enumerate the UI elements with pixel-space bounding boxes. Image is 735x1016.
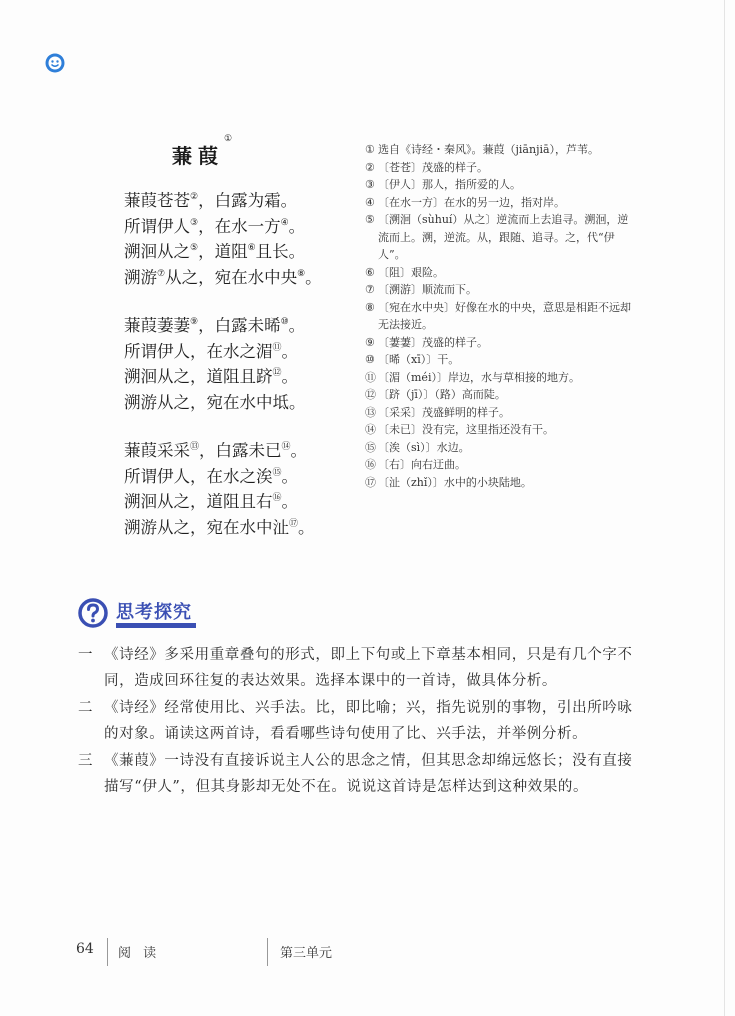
poem-line xyxy=(124,464,315,490)
footnote-text: 〔涘（sì）〕水边。 xyxy=(378,440,470,454)
footnote-text: 〔右〕向右迂曲。 xyxy=(378,458,466,471)
footnote-item xyxy=(365,299,633,334)
footnote-item xyxy=(365,456,633,474)
poem-text: 溯洄从之，道阻且跻 xyxy=(124,367,273,386)
poem-text: ，道阻 xyxy=(198,242,248,261)
poem-line xyxy=(124,339,306,365)
poem-text: 蒹葭苍苍 xyxy=(124,191,190,210)
footnote-ref: ⑪ xyxy=(272,342,282,353)
footnote-number: ⑤ xyxy=(365,213,375,226)
footnote-item xyxy=(365,421,633,439)
footnote-ref: ③ xyxy=(190,217,199,228)
footnote-item xyxy=(365,386,633,404)
poem-text: 。 xyxy=(281,367,299,386)
question-item xyxy=(78,642,638,694)
poem-text: 所谓伊人，在水之湄 xyxy=(124,341,273,361)
footnote-number: ⑨ xyxy=(365,335,375,349)
poem-text: 且长。 xyxy=(255,242,306,261)
footnote-ref: ⑧ xyxy=(297,268,306,279)
poem-line xyxy=(124,239,322,265)
footnote-number: ⑰ xyxy=(365,475,376,489)
poem-line xyxy=(124,390,306,416)
footnote-ref: ⑤ xyxy=(190,243,199,253)
footnote-item xyxy=(365,281,633,299)
footnote-ref: ⑬ xyxy=(190,442,200,452)
footnote-item xyxy=(365,159,633,177)
footnote-number: ③ xyxy=(365,178,375,191)
footnote-number: ② xyxy=(365,160,375,174)
footer-divider xyxy=(107,938,108,966)
footnote-text: 〔阻〕艰险。 xyxy=(378,265,444,279)
poem-text: 。 xyxy=(290,441,308,460)
poem-text: ，白露为霜。 xyxy=(198,191,298,210)
poem-line xyxy=(124,265,322,291)
poem-text: 。 xyxy=(298,517,315,537)
question-text: 《蒹葭》一诗没有直接诉说主人公的思念之情，但其思念却绵远悠长；没有直接描写“伊人”，但其身影却无处不在。说说这首诗是怎样达到这种效果的。 xyxy=(104,753,633,795)
footnote-text: 选自《诗经・秦风》。蒹葭（jiānjiā），芦苇。 xyxy=(378,143,600,156)
question-text: 《诗经》经常使用比、兴手法。比，即比喻；兴，指先说别的事物，引出所吟咏的对象。诵读这两首诗，看看哪些诗句使用了比、兴手法，并举例分析。 xyxy=(104,700,633,742)
footnote-text: 〔伊人〕那人，指所爱的人。 xyxy=(378,178,521,191)
question-mark-icon xyxy=(78,598,108,628)
footnote-ref: ⑮ xyxy=(272,467,282,478)
footer-divider xyxy=(267,938,268,966)
footnotes-list xyxy=(365,141,633,491)
poem-text: ，在水一方 xyxy=(198,216,281,236)
footnote-number: ⑯ xyxy=(365,458,376,471)
poem-text: 。 xyxy=(305,267,322,287)
poem-line xyxy=(124,489,315,515)
section-header xyxy=(78,596,218,636)
footnote-ref: ⑯ xyxy=(272,493,282,503)
footnote-item xyxy=(365,334,633,352)
footnote-text: 〔苍苍〕茂盛的样子。 xyxy=(378,160,488,174)
page-edge-line xyxy=(724,0,725,1016)
poem-stanza xyxy=(124,438,315,540)
question-text: 《诗经》多采用重章叠句的形式，即上下句或上下章基本相同，只是有几个字不同，造成回环往复的表达效果。选择本课中的一首诗，做具体分析。 xyxy=(104,647,633,689)
footnote-text: 〔沚（zhǐ）〕水中的小块陆地。 xyxy=(378,475,532,489)
footnote-number: ⑦ xyxy=(365,283,375,296)
poem-text: 。 xyxy=(281,341,299,361)
poem-line xyxy=(124,364,306,390)
footnote-ref: ⑰ xyxy=(289,518,299,529)
poem-text: 溯洄从之，道阻且右 xyxy=(124,492,273,511)
footnote-item xyxy=(365,264,633,282)
poem-text: ，白露未已 xyxy=(199,441,282,460)
poem-line xyxy=(124,188,322,214)
page-number: 64 xyxy=(76,941,94,957)
footnote-text: 〔溯洄（sùhuí）从之〕逆流而上去追寻。溯洄，逆流而上。溯，逆流。从，跟随、追寻。之，代“伊人”。 xyxy=(378,213,629,261)
footnote-number: ⑭ xyxy=(365,423,376,436)
poem-text: 所谓伊人 xyxy=(124,216,190,236)
poem-text: 从之，宛在水中央 xyxy=(165,267,298,287)
poem-text: 蒹葭采采 xyxy=(124,441,190,460)
footnote-number: ① xyxy=(365,143,375,156)
poem-text: 溯洄从之 xyxy=(124,242,190,261)
question-number: 二 xyxy=(78,700,94,716)
question-item xyxy=(78,695,638,747)
footnote-text: 〔未已〕没有完，这里指还没有干。 xyxy=(378,423,554,436)
footnote-number: ⑥ xyxy=(365,265,375,279)
footnote-item xyxy=(365,141,633,159)
poem-text: 。 xyxy=(288,216,306,236)
footnote-item xyxy=(365,176,633,194)
footnote-number: ⑧ xyxy=(365,300,375,314)
poem-text: 所谓伊人，在水之涘 xyxy=(124,466,273,486)
footnote-item xyxy=(365,351,633,369)
footnote-ref: ② xyxy=(190,192,199,202)
footnote-number: ⑬ xyxy=(365,405,376,419)
section-title: 思考探究 xyxy=(116,602,192,623)
poem-line xyxy=(124,438,315,464)
poem-text: ，白露未晞 xyxy=(198,316,281,335)
poem-title-footnote-ref: ① xyxy=(224,134,233,144)
question-item xyxy=(78,748,638,800)
poem-text: 。 xyxy=(281,492,299,511)
footnote-number: ⑪ xyxy=(365,370,376,384)
footnote-item xyxy=(365,439,633,457)
poem-text: 。 xyxy=(281,466,299,486)
footnote-ref: ④ xyxy=(280,217,289,228)
footnote-ref: ⑥ xyxy=(247,243,256,253)
footnote-item xyxy=(365,404,633,422)
section-underline xyxy=(116,623,196,628)
footnote-ref: ⑦ xyxy=(157,268,166,279)
smiley-logo-icon xyxy=(44,52,66,74)
footer-section-label: 阅 读 xyxy=(118,946,161,961)
question-number: 三 xyxy=(78,753,94,769)
footnote-text: 〔采采〕茂盛鲜明的样子。 xyxy=(378,405,510,419)
footnote-number: ⑩ xyxy=(365,353,375,366)
footer-unit-label: 第三单元 xyxy=(280,946,333,961)
footnote-item xyxy=(365,474,633,492)
footnote-item xyxy=(365,211,633,264)
question-number: 一 xyxy=(78,647,94,663)
poem-text: 溯游从之，宛在水中坻。 xyxy=(124,392,306,412)
poem-text: 蒹葭萋萋 xyxy=(124,316,190,335)
footnote-item xyxy=(365,194,633,212)
footnote-item xyxy=(365,369,633,387)
footnote-text: 〔在水一方〕在水的另一边，指对岸。 xyxy=(378,195,565,209)
poem-line xyxy=(124,515,315,541)
footnote-ref: ⑨ xyxy=(190,317,199,327)
footnote-number: ④ xyxy=(365,195,375,209)
poem-stanza xyxy=(124,188,322,290)
footnote-text: 〔宛在水中央〕好像在水的中央，意思是相距不远却无法接近。 xyxy=(378,300,631,331)
poem-title xyxy=(172,134,233,169)
poem-text: 。 xyxy=(288,316,306,335)
footnote-number: ⑮ xyxy=(365,440,376,454)
footnote-text: 〔萋萋〕茂盛的样子。 xyxy=(378,335,488,349)
poem-line xyxy=(124,214,322,240)
poem-line xyxy=(124,313,306,339)
footnote-ref: ⑫ xyxy=(272,368,282,378)
footnote-text: 〔晞（xī）〕干。 xyxy=(378,353,460,366)
poem-text: 溯游从之，宛在水中沚 xyxy=(124,517,289,537)
poem-text: 溯游 xyxy=(124,267,157,287)
questions-list xyxy=(78,642,638,801)
footnote-ref: ⑩ xyxy=(280,317,289,327)
footnote-ref: ⑭ xyxy=(281,442,291,452)
poem-title-text: 蒹葭 xyxy=(172,144,224,168)
footnote-text: 〔跻（jī）〕（路）高而陡。 xyxy=(378,388,506,401)
footnote-text: 〔湄（méi）〕岸边，水与草相接的地方。 xyxy=(378,370,580,384)
footnote-text: 〔溯游〕顺流而下。 xyxy=(378,283,477,296)
poem-stanza xyxy=(124,313,306,415)
footnote-number: ⑫ xyxy=(365,388,376,401)
